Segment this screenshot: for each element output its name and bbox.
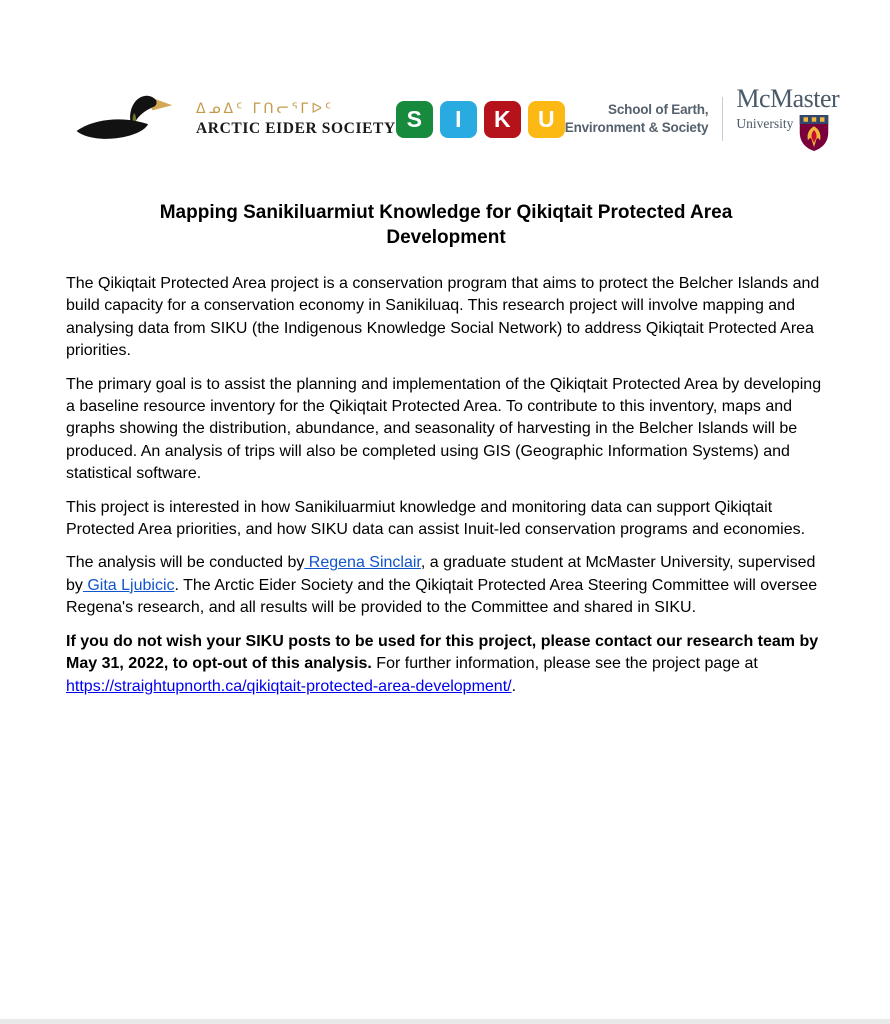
school-of-earth-logo: [565, 101, 709, 136]
eider-duck-icon: [74, 91, 186, 147]
paragraph-researchers: [66, 552, 826, 619]
siku-letter-s: S: [396, 101, 433, 138]
researchers-text-1: The analysis will be conducted by: [66, 554, 305, 572]
header-logos: [74, 84, 840, 152]
opt-out-text-1: For further information, please see the project page at: [371, 655, 758, 673]
gita-ljubicic-link[interactable]: Gita Ljubicic: [82, 576, 175, 594]
aes-syllabics-text: ᐃᓄᐃᑦ ᒥᑎᓕᕐᒥᐅᑦ: [196, 100, 335, 117]
school-line1: School of Earth,: [608, 102, 709, 118]
opt-out-text-2: .: [511, 677, 517, 695]
document-body: [66, 200, 826, 698]
researchers-text-3: . The Arctic Eider Society and the Qikiqtait Protected Area Steering Committee will oversee Regena's research, and all results will be provided to the Committee and shared in SIKU.: [66, 576, 818, 617]
paragraph-opt-out: [66, 631, 826, 698]
opt-out-bold-text: If you do not wish your SIKU posts to be used for this project, please contact our research team by May 31, 2022, to opt-out of this analysis.: [66, 632, 819, 673]
page-bottom-edge: [0, 1019, 890, 1024]
page-title: Mapping Sanikiluarmiut Knowledge for Qikiqtait Protected Area Development: [159, 202, 733, 248]
school-line2: Environment & Society: [564, 120, 709, 135]
regena-sinclair-link[interactable]: Regena Sinclair: [304, 554, 421, 572]
logo-divider: [722, 97, 723, 141]
siku-letter-u: U: [528, 101, 565, 138]
project-page-link[interactable]: https://straightupnorth.ca/qikiqtait-protected-area-development/: [66, 677, 512, 695]
researchers-text-2: , a graduate student at McMaster University, supervised by: [66, 554, 816, 594]
siku-letter-k: K: [484, 101, 521, 138]
mcmaster-logo: [736, 86, 839, 152]
mcmaster-university-text: University: [736, 116, 794, 131]
paragraph-project-overview: The Qikiqtait Protected Area project is a conservation program that aims to protect the Belcher Islands and build capacity for a conservation economy in Sanikiluaq. This research project will involve mapping and analysing data from SIKU (the Indigenous Knowledge Social Network) to address Qikiqtait Protected Area priorities.: [66, 275, 820, 360]
mcmaster-crest-icon: [799, 114, 829, 152]
paragraph-primary-goal: The primary goal is to assist the planning and implementation of the Qikiqtait Protected Area by developing a baseline resource inventory for the Qikiqtait Protected Area. To contribute to this inventory, maps and graphs showing the distribution, abundance, and seasonality of harvesting in the Belcher Islands will be produced. An analysis of trips will also be completed using GIS (Geographic Information Systems) and statistical software.: [66, 375, 822, 483]
aes-name-text: ARCTIC EIDER SOCIETY: [196, 119, 396, 137]
siku-letter-i: I: [440, 101, 477, 138]
paragraph-project-interest: This project is interested in how Sanikiluarmiut knowledge and monitoring data can support Qikiqtait Protected Area priorities, and how SIKU data can assist Inuit-led conservation programs and economies.: [66, 498, 806, 539]
siku-logo: [396, 101, 565, 138]
arctic-eider-society-logo: [74, 91, 396, 147]
mcmaster-wordmark: McMaster: [736, 84, 840, 113]
